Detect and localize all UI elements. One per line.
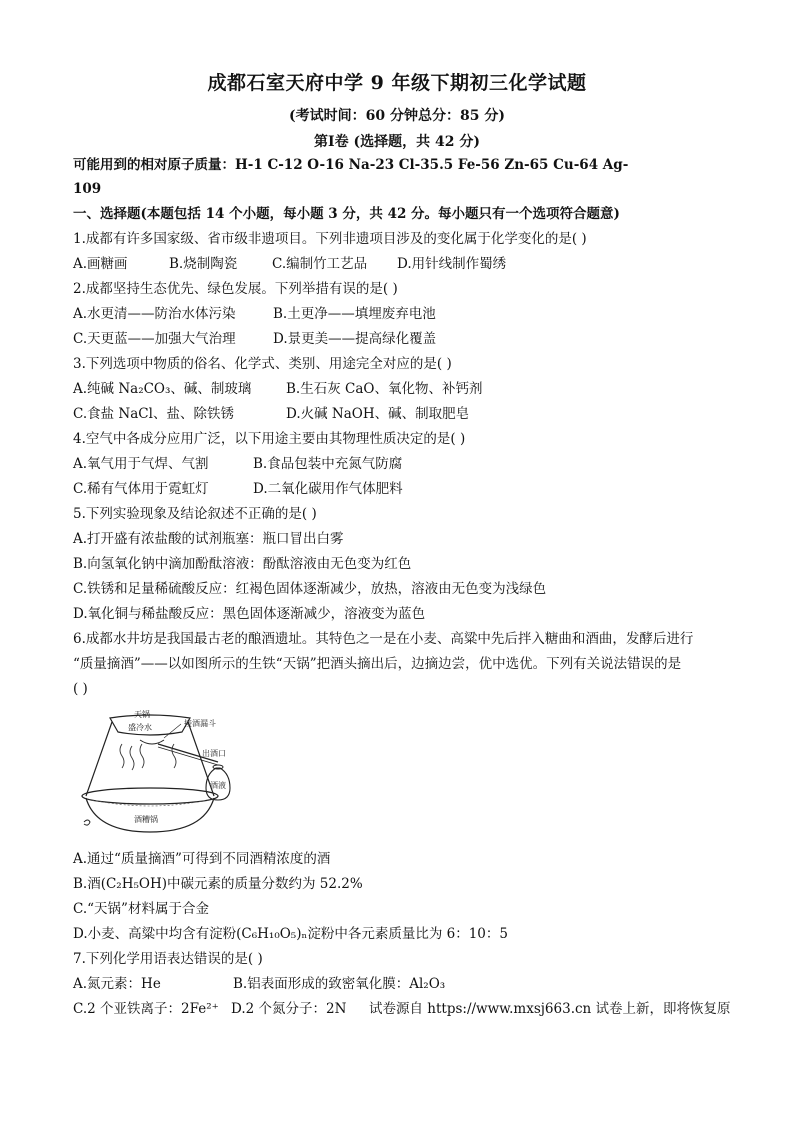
question-5-option-b: B.向氢氧化钠中滴加酚酞溶液：酚酞溶液由无色变为红色 [73,556,412,572]
label-outlet: 出酒口 [202,749,226,758]
option-d: D.用针线制作蜀绣 [397,256,507,272]
option-b: B.铝表面形成的致密氧化膜：Al₂O₃ [233,976,446,992]
option-c: C.编制竹工艺品 [272,256,368,272]
question-6-stem-line3: ( ) [73,681,88,697]
option-b: B.食品包装中充氮气防腐 [253,456,403,472]
question-2-stem: 2.成都坚持生态优先、绿色发展。下列举措有误的是( ) [73,281,398,297]
option-d: D.二氧化碳用作气体肥料 [253,481,403,497]
option-c: C.天更蓝——加强大气治理 [73,331,236,347]
option-a: A.氮元素：He [73,976,161,992]
atomic-masses-line1: 可能用到的相对原子质量：H-1 C-12 O-16 Na-23 Cl-35.5 Fe-56 Zn-65 Cu-64 Ag- [73,157,629,173]
question-1-options [73,255,506,273]
question-7-options-ab [73,975,445,993]
question-6-option-a: A.通过“质量摘酒”可得到不同酒精浓度的酒 [73,851,331,867]
option-d: D.2 个氮分子：2N [231,1001,347,1017]
question-7-options-cd [73,1000,731,1018]
label-cooling-water: 盛冷水 [128,723,152,732]
option-b: B.生石灰 CaO、氧化物、补钙剂 [286,381,483,397]
option-a: A.氧气用于气焊、气割 [73,456,209,472]
question-1-stem: 1.成都有许多国家级、省市级非遗项目。下列非遗项目涉及的变化属于化学变化的是( ) [73,231,587,247]
decorative-mark [84,820,90,825]
steam-swirl [130,746,134,770]
option-d: D.火碱 NaOH、碱、制取肥皂 [286,406,470,422]
source-note: 试卷源自 https://www.mxsj663.cn 试卷上新，即将恢复原 [369,1001,731,1017]
atomic-masses-line2: 109 [73,181,102,197]
question-4-options-ab [73,455,402,473]
funnel [140,740,164,744]
steam-swirl [120,744,124,768]
tent-left-side [86,722,112,796]
question-2-options-ab [73,305,436,323]
question-6-option-c: C.“天锅”材料属于合金 [73,901,209,917]
question-5-option-a: A.打开盛有浓盐酸的试剂瓶塞：瓶口冒出白雾 [73,531,344,547]
question-6-option-b: B.酒(C₂H₅OH)中碳元素的质量分数约为 52.2% [73,876,363,892]
exam-info: (考试时间：60 分钟总分：85 分) [289,108,505,124]
pot-rim [82,788,218,804]
question-6-stem-line2: “质量摘酒”——以如图所示的生铁“天锅”把酒头摘出后，边摘边尝，优中选优。下列有关说法错误的是 [73,656,682,672]
option-a: A.水更清——防治水体污染 [73,306,236,322]
option-c: C.稀有气体用于霓虹灯 [73,481,209,497]
question-4-stem: 4.空气中各成分应用广泛，以下用途主要由其物理性质决定的是( ) [73,431,466,447]
option-c: C.食盐 NaCl、盐、除铁锈 [73,406,234,422]
section-title: 第Ⅰ卷 (选择题，共 42 分) [314,134,480,150]
option-b: B.烧制陶瓷 [169,256,238,272]
question-5-stem: 5.下列实验现象及结论叙述不正确的是( ) [73,506,317,522]
funnel-pointer [164,724,181,738]
question-3-options-cd [73,405,469,423]
label-pot: 酒糟锅 [134,815,158,824]
question-4-options-cd [73,480,403,498]
option-a: A.画糖画 [73,256,128,272]
label-jar: 酒液 [210,781,226,790]
question-2-options-cd [73,330,436,348]
steam-swirl [140,744,144,768]
distillation-diagram [78,708,248,834]
option-b: B.土更净——填埋废弃电池 [273,306,436,322]
question-3-stem: 3.下列选项中物质的俗名、化学式、类别、用途完全对应的是( ) [73,356,452,372]
option-d: D.景更美——提高绿化覆盖 [273,331,437,347]
option-a: A.纯碱 Na₂CO₃、碱、制玻璃 [73,381,252,397]
question-6-stem-line1: 6.成都水井坊是我国最古老的酿酒遗址。其特色之一是在小麦、高粱中先后拌入糖曲和酒曲，发酵后进行 [73,631,694,647]
part-heading: 一、选择题(本题包括 14 个小题，每小题 3 分，共 42 分。每小题只有一个选项符合题意) [73,206,620,222]
steam-swirl [172,744,176,768]
label-funnel: 接酒漏斗 [184,719,216,728]
label-tianguo: 天锅 [134,710,150,719]
page-title: 成都石室天府中学 9 年级下期初三化学试题 [207,72,587,94]
question-5-option-c: C.铁锈和足量稀硫酸反应：红褐色固体逐渐减少，放热，溶液由无色变为浅绿色 [73,581,547,597]
question-7-stem: 7.下列化学用语表达错误的是( ) [73,951,263,967]
question-6-option-d: D.小麦、高粱中均含有淀粉(C₆H₁₀O₅)ₙ淀粉中各元素质量比为 6：10：5 [73,926,508,942]
question-5-option-d: D.氧化铜与稀盐酸反应：黑色固体逐渐减少，溶液变为蓝色 [73,606,426,622]
question-3-options-ab [73,380,482,398]
option-c: C.2 个亚铁离子：2Fe²⁺ [73,1001,219,1017]
